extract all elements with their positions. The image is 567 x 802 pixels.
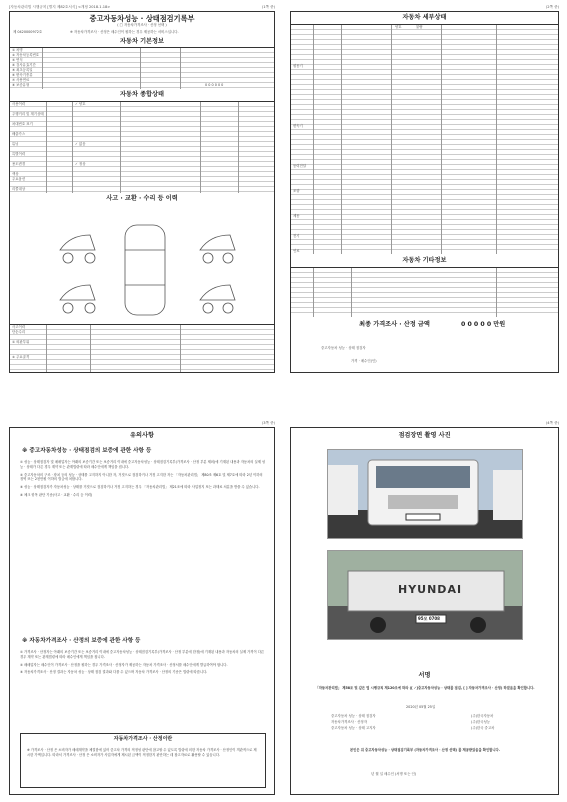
section-accident: 사고 · 교환 · 수리 등 이력	[106, 195, 178, 202]
truck-rear-photo	[327, 550, 523, 640]
page-header	[290, 421, 559, 426]
page-gap	[0, 385, 567, 395]
page-number: (3쪽 중)	[261, 421, 275, 425]
notice: ※ 자동차가격조사 · 산정은 매수인이 원하는 경우 제공하는 서비스입니다.	[70, 30, 179, 34]
mileage-value: 0 0 0 0 0 0	[205, 83, 224, 87]
receipt-sign: 년 월 일 매수인 (서명 또는 인)	[371, 772, 417, 776]
status-good: 양호	[395, 25, 402, 29]
page-header	[9, 421, 275, 426]
overall-status-table: 사용이력 주행거리 및 계기상태 차대번호 표기 배출가스 튜닝 특별이력 용도변경 색상 주요옵션 리콜대상 ✓ 양호 ✓ 없음 ✓ 정상	[10, 101, 274, 193]
price-value: 0 0 0 0 0 만원	[461, 321, 506, 328]
sign-title: 서명	[418, 672, 431, 679]
warranty-heading: ※ 중고자동차성능 · 상태점검의 보증에 관한 사항 등	[22, 448, 152, 454]
form-frame: 점검장면 촬영 사진 HYUNDAI 95모 0708 서명 「자동차관리법」 제58조 및 같은 법 시행규칙 제120조에 따라 ([ ✓]중고자동차성능 · 상태를 점검, [ ] 자동차가격조사 · 산정) 하였음을 확인합니다. 2020년 05월 25일 중고자동차 성능 · 상태 점검자 자동차가격조사 · 산정자 중고자동차 성능 · 상태 고지자 (주)한국자동차 (주)한국성능 (주)한국 중고차 본인은 위 중고자동차성능 · 상태점검기록부 (자동차가격조사 · 산정 선택) 를 제공받았음을 확인합니다. 년 월 일 매수인 (서명 또는 인)	[290, 427, 559, 795]
section-overall: 자동차 종합상태	[120, 91, 164, 98]
page-4	[287, 420, 562, 798]
section-other: 자동차 기타정보	[402, 257, 447, 264]
form-reference: [자동차관리법 시행규칙 [별지 제82호서식] <개정 2018.1.18>	[9, 5, 111, 9]
detail-table: 원동기 변속기 동력전달 조향 제동 전기 연료 양호 불량	[291, 24, 558, 254]
page-number: (1쪽 중)	[261, 5, 275, 9]
price-definition-box	[20, 733, 266, 788]
sign-date: 2020년 05월 25일	[406, 705, 436, 709]
section-basic: 자동차 기본정보	[120, 38, 164, 45]
price-option: ( □ 자동차가격조사 · 산정 선택 )	[117, 23, 167, 27]
other-info-table	[291, 267, 558, 317]
page-1	[6, 4, 278, 376]
car-diagram	[50, 220, 240, 320]
page-header	[290, 5, 559, 10]
truck-front-photo	[327, 449, 523, 539]
notes-title: 유의사항	[130, 432, 154, 439]
car-outline-icon	[50, 220, 240, 320]
box-title: 자동차가격조사 · 산정이란	[113, 736, 173, 742]
section-detail: 자동차 세부상태	[402, 14, 447, 21]
truck-front-icon	[328, 450, 523, 539]
warranty-paragraphs: ① 성능 · 상태점검자 및 매매업자는 아래의 보증기간 또는 보증거리 이내에 중고자동차성능 · 상태점검기록부(가격조사 · 산정 부분 제외)에 기재된 내용과 자동차의 실제 성능 · 상태가 다른 경우 계약 또는 관계법령에 따라 매수인에게 책임을 집니다. ② 중고자동차의 구조 · 장치 등의 성능 · 상태를 고지하지 아니한 자, 거짓으로 점검하거나 거짓 고지한 자는 「자동차관리법」 제80조 제6호 및 제7호에 따라 2년 이하의 징역 또는 2천만원 이하의 벌금에 처합니다. ③ 성능 · 상태점검자가 자동차성능 · 상태를 거짓으로 점검하거나 거짓 고지하는 경우 「자동차관리법」 제21조에 따라 사업정지 또는 과태료 처분을 받을 수 있습니다. ④ 체크 항목 판단 기준(사고 · 교환 · 수리 등 이력)	[20, 460, 266, 497]
page-3	[6, 420, 278, 798]
price-paragraphs: ① 가격조사 · 산정자는 아래의 보증기간 또는 보증거리 이내에 중고자동차성능 · 상태점검기록부(가격조사 · 산정 부분에 한정)에 기재된 내용과 자동차의 실제 가격이 다른 경우 계약 또는 관계법령에 따라 매수인에게 책임을 집니다. ② 매매업자는 매수인이 가격조사 · 산정을 원하는 경우 가격조사 · 산정자가 제공하는 자동차 가격조사 · 산정서를 매수인에게 발급하여야 합니다. ③ 자동차가격조사 · 산정 결과는 자동차 성능 · 상태 점검 결과와 다를 수 있으며 자동차 가격조사 · 산정의 기준은 법령에 따릅니다.	[20, 650, 265, 675]
price-title: 최종 가격조사 · 산정 금액	[359, 321, 430, 328]
accident-table: 사고이력 단순수리 ① 외판부위 ② 주요골격	[10, 324, 274, 372]
status-bad: 불량	[416, 25, 423, 29]
truck-brand: HYUNDAI	[398, 583, 463, 596]
form-frame: 자동차 세부상태 원동기 변속기 동력전달 조향 제동 전기 연료 양호 불량 자동차 기타정보 최종 가격조사 · 산정 금액 0 0 0 0 0 만원 중고자동차 성능 · 상태 점검자 가격 · 매수인(인)	[290, 11, 559, 373]
page-header	[9, 5, 275, 10]
photo-title: 점검장면 촬영 사진	[398, 432, 451, 439]
box-text: ※ 가격조사 · 산정 은 소비자가 매매계약을 체결함에 있어 중고차 가격의 적정성 판단에 참고할 수 있도록 법령에 의한 자동차 가격조사 · 산정인이 객관적으로 제시한 가액입니다. 따라서 가격조사 · 산정 은 소비자가 사업자에게 제시된 금액이 적정한지 판단하는 데 참고자료로 활용할 수 있습니다.	[27, 748, 257, 757]
sign-text: 「자동차관리법」 제58조 및 같은 법 시행규칙 제120조에 따라 ([ ✓]중고자동차성능 · 상태를 점검, [ ] 자동차가격조사 · 산정) 하였음을 확인합니다.	[315, 686, 535, 690]
license-plate: 95모 0708	[418, 616, 440, 621]
form-frame	[9, 11, 275, 373]
form-title: 중고자동차성능 · 상태점검기록부	[89, 14, 195, 23]
page-2	[287, 4, 562, 376]
basic-info-table: ① 차명 ② 자동차등록번호 ③ 연식 ④ 검사유효기간 ⑤ 최초등록일 ⑥ 변속기종류 ⑦ 사용연료 ⑧ 보증유형 0 0 0 0 0 0	[10, 47, 274, 89]
page-number: (4쪽 중)	[545, 421, 559, 425]
record-number: 제 0420000972호	[13, 30, 43, 34]
form-frame	[9, 427, 275, 795]
price-warranty-heading: ※ 자동차가격조사 · 산정의 보증에 관한 사항 등	[22, 638, 141, 644]
page-number: (2쪽 중)	[545, 5, 559, 9]
receipt-text: 본인은 위 중고자동차성능 · 상태점검기록부 (자동차가격조사 · 산정 선택) 를 제공받았음을 확인합니다.	[350, 748, 500, 752]
